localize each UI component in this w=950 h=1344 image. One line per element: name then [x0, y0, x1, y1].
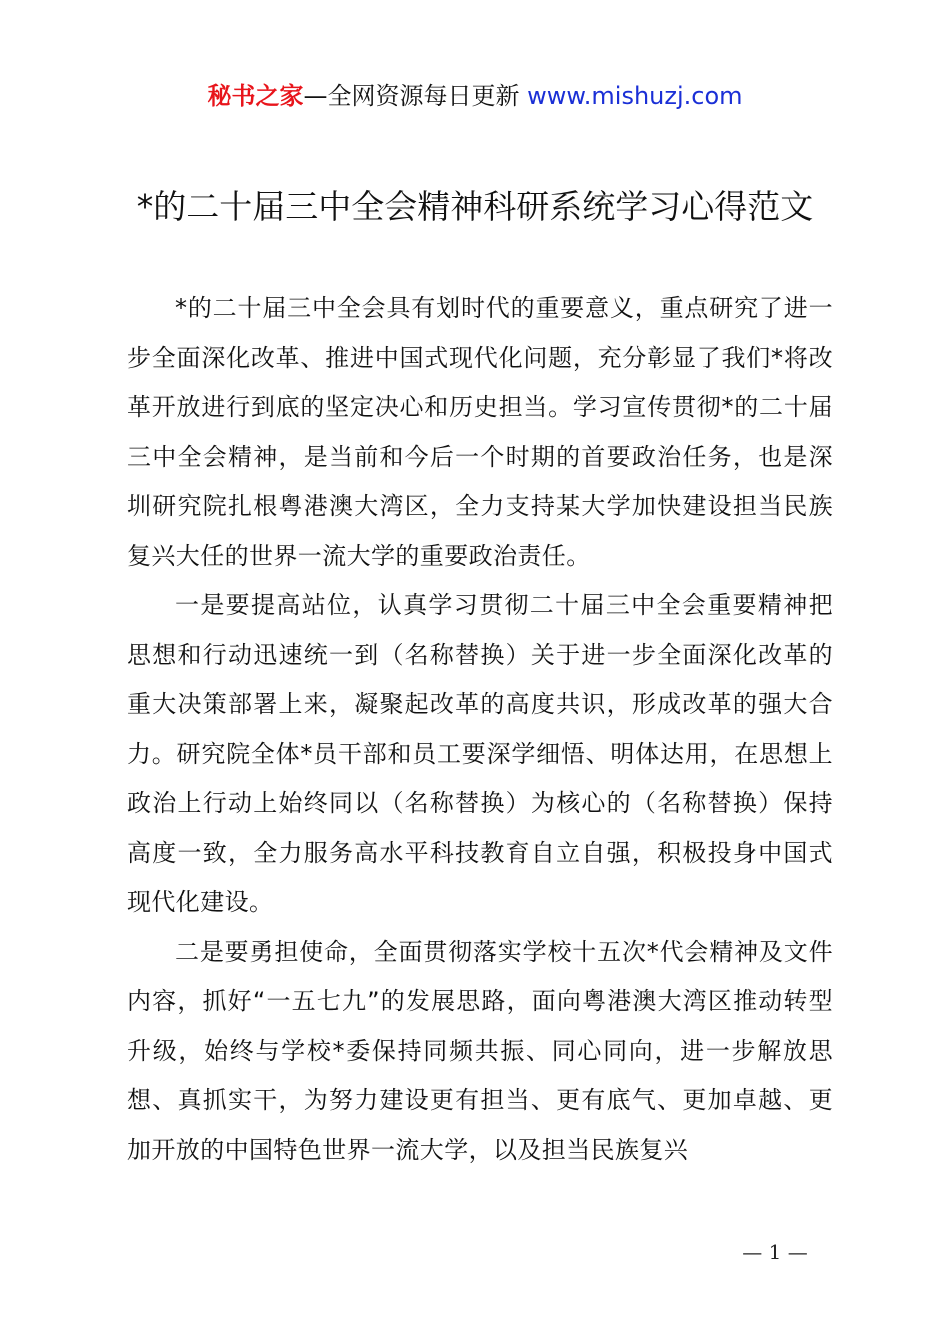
site-header [0, 80, 950, 112]
brand-name: 秘书之家 [207, 82, 304, 110]
site-url: www.mishuzj.com [527, 82, 743, 110]
header-slogan: —全网资源每日更新 [303, 82, 528, 110]
paragraph-point-two: 二是要勇担使命，全面贯彻落实学校十五次*代会精神及文件内容，抓好“一五七九”的发展思路，面向粤港澳大湾区推动转型升级，始终与学校*委保持同频共振、同心同向，进一步解放思想、真抓实干，为努力建设更有担当、更有底气、更加卓越、更加开放的中国特色世界一流大学，以及担当民族复兴 [127, 937, 833, 1164]
paragraph-intro: *的二十届三中全会具有划时代的重要意义，重点研究了进一步全面深化改革、推进中国式现代化问题，充分彰显了我们*将改革开放进行到底的坚定决心和历史担当。学习宣传贯彻*的二十届三中全会精神，是当前和今后一个时期的首要政治任务，也是深圳研究院扎根粤港澳大湾区，全力支持某大学加快建设担当民族复兴大任的世界一流大学的重要政治责任。 [127, 294, 833, 570]
document-body [127, 284, 833, 1175]
document-title: *的二十届三中全会精神科研系统学习心得范文 [136, 187, 814, 226]
page-number: — 1 — [742, 1240, 808, 1264]
paragraph-point-one: 一是要提高站位，认真学习贯彻二十届三中全会重要精神把思想和行动迅速统一到（名称替换）关于进一步全面深化改革的重大决策部署上来，凝聚起改革的高度共识，形成改革的强大合力。研究院全体*员干部和员工要深学细悟、明体达用，在思想上政治上行动上始终同以（名称替换）为核心的（名称替换）保持高度一致，全力服务高水平科技教育自立自强，积极投身中国式现代化建设。 [127, 591, 833, 916]
